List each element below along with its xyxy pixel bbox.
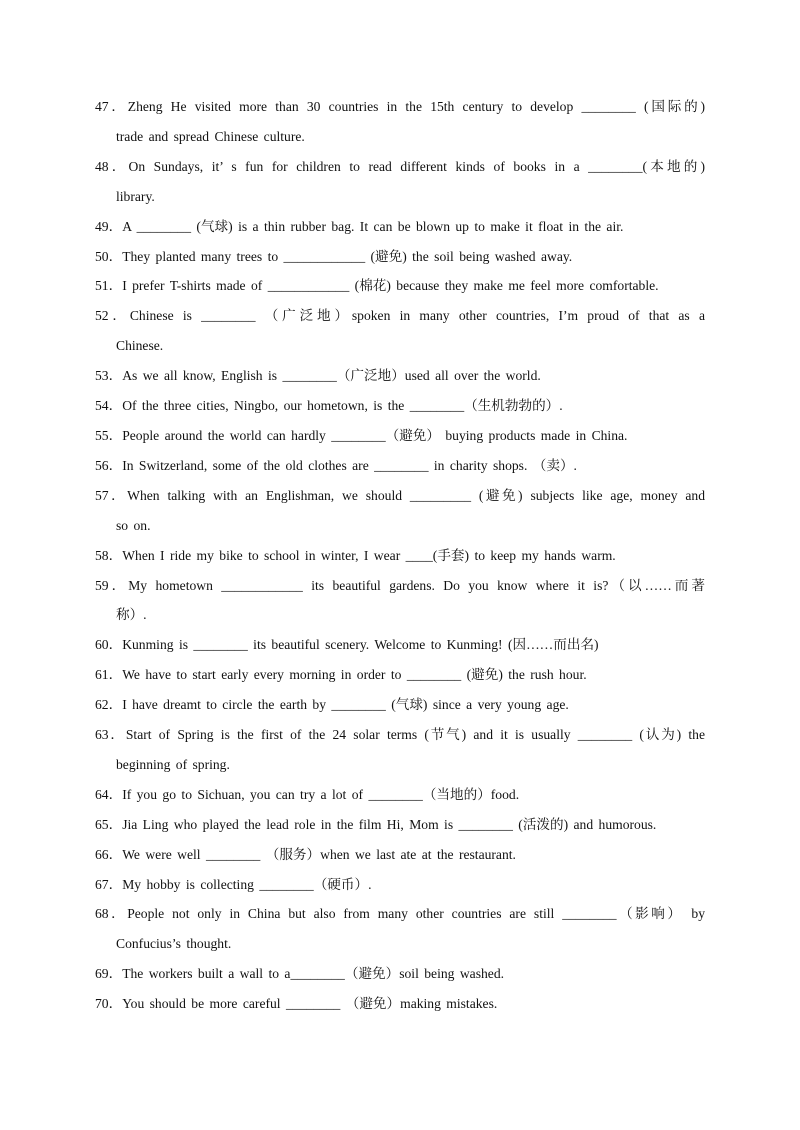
question-sentence: People not only in China but also from many other countries are still ________（影响） by bbox=[127, 906, 705, 922]
question-sentence: Start of Spring is the first of the 24 solar terms (节气) and it is usually ________ (认为) the bbox=[125, 727, 705, 743]
question-item bbox=[95, 630, 705, 660]
question-sentence: On Sundays, it’ s fun for children to read different kinds of books in a ________(本地的) bbox=[128, 158, 705, 174]
question-number: 54． bbox=[95, 398, 123, 414]
question-number: 52． bbox=[95, 308, 130, 324]
question-item bbox=[95, 541, 705, 571]
question-text bbox=[95, 219, 623, 234]
question-sentence: When I ride my bike to school in winter, I wear ____(手套) to keep my hands warm. bbox=[122, 547, 616, 563]
question-text bbox=[95, 817, 656, 832]
question-item bbox=[95, 720, 705, 780]
question-number: 63． bbox=[95, 727, 126, 743]
question-number: 53． bbox=[95, 368, 123, 384]
question-continuation: library. bbox=[116, 188, 155, 204]
question-text bbox=[95, 428, 627, 443]
question-text bbox=[95, 398, 563, 413]
question-sentence: When talking with an Englishman, we should _________ (避免) subjects like age, money and bbox=[127, 487, 705, 503]
question-sentence: Jia Ling who played the lead role in the film Hi, Mom is ________ (活泼的) and humorous. bbox=[122, 816, 657, 832]
question-text bbox=[95, 368, 541, 383]
question-number: 67． bbox=[95, 876, 123, 892]
question-continuation: 称）. bbox=[116, 607, 147, 623]
question-number: 50． bbox=[95, 248, 123, 264]
question-item bbox=[95, 271, 705, 301]
question-text bbox=[95, 99, 705, 114]
question-item bbox=[95, 391, 705, 421]
question-number: 65． bbox=[95, 816, 123, 832]
question-text bbox=[95, 308, 705, 323]
question-item bbox=[95, 690, 705, 720]
question-text bbox=[95, 667, 587, 682]
question-sentence: The workers built a wall to a________（避免）soil being washed. bbox=[122, 966, 505, 982]
question-continuation: so on. bbox=[116, 517, 151, 533]
question-number: 61． bbox=[95, 667, 123, 683]
question-sentence: Of the three cities, Ningbo, our hometown, is the ________（生机勃勃的）. bbox=[122, 398, 563, 414]
question-item bbox=[95, 421, 705, 451]
question-text bbox=[95, 488, 705, 503]
question-text bbox=[95, 697, 569, 712]
question-item bbox=[95, 481, 705, 541]
question-list bbox=[95, 92, 705, 1019]
question-text bbox=[95, 906, 705, 921]
question-number: 70． bbox=[95, 996, 123, 1012]
question-sentence: My hobby is collecting ________（硬币）. bbox=[122, 876, 372, 892]
question-sentence: As we all know, English is ________（广泛地）used all over the world. bbox=[122, 368, 541, 384]
question-sentence: In Switzerland, some of the old clothes are ________ in charity shops. （卖）. bbox=[122, 457, 577, 473]
question-text bbox=[95, 458, 577, 473]
question-text bbox=[95, 877, 371, 892]
question-item bbox=[95, 212, 705, 242]
question-number: 48． bbox=[95, 158, 129, 174]
question-text bbox=[95, 996, 497, 1011]
question-continuation: Confucius’s thought. bbox=[116, 936, 232, 952]
question-item bbox=[95, 840, 705, 870]
question-sentence: Zheng He visited more than 30 countries in the 15th century to develop ________ (国际的) bbox=[127, 99, 705, 114]
question-text bbox=[95, 637, 599, 652]
question-text bbox=[95, 249, 572, 264]
question-number: 59． bbox=[95, 577, 129, 593]
question-item bbox=[95, 959, 705, 989]
question-item bbox=[95, 301, 705, 361]
question-text bbox=[95, 548, 616, 563]
question-item bbox=[95, 660, 705, 690]
question-item bbox=[95, 810, 705, 840]
question-sentence: I have dreamt to circle the earth by ________ (气球) since a very young age. bbox=[122, 697, 569, 713]
question-number: 64． bbox=[95, 786, 123, 802]
question-number: 56． bbox=[95, 457, 123, 473]
question-number: 58． bbox=[95, 547, 123, 563]
question-sentence: If you go to Sichuan, you can try a lot of ________（当地的）food. bbox=[122, 786, 520, 802]
question-continuation: beginning of spring. bbox=[116, 756, 230, 772]
question-text bbox=[95, 278, 659, 293]
question-sentence: Chinese is ________ （广泛地）spoken in many other countries, I’m proud of that as a bbox=[129, 308, 705, 324]
question-number: 62． bbox=[95, 697, 123, 713]
question-number: 49． bbox=[95, 218, 123, 234]
question-item bbox=[95, 899, 705, 959]
question-text bbox=[95, 578, 705, 593]
question-text bbox=[95, 787, 519, 802]
question-number: 57． bbox=[95, 487, 128, 503]
question-sentence: You should be more careful ________ （避免）making mistakes. bbox=[122, 996, 498, 1012]
question-sentence: People around the world can hardly ________（避免） buying products made in China. bbox=[122, 427, 628, 443]
question-sentence: I prefer T-shirts made of ____________ (棉花) because they make me feel more comfortable. bbox=[122, 278, 659, 294]
question-item bbox=[95, 451, 705, 481]
question-continuation: Chinese. bbox=[116, 338, 164, 354]
question-text bbox=[95, 727, 705, 742]
question-number: 68． bbox=[95, 906, 128, 922]
question-text bbox=[95, 159, 705, 174]
question-sentence: Kunming is ________ its beautiful scenery. Welcome to Kunming! (因……而出名) bbox=[122, 637, 599, 653]
question-sentence: We have to start early every morning in order to ________ (避免) the rush hour. bbox=[122, 667, 587, 683]
question-sentence: A ________ (气球) is a thin rubber bag. It can be blown up to make it float in the air. bbox=[122, 218, 624, 234]
question-item bbox=[95, 361, 705, 391]
question-item bbox=[95, 242, 705, 272]
question-sentence: They planted many trees to ____________ (避免) the soil being washed away. bbox=[122, 248, 573, 264]
question-item bbox=[95, 92, 705, 152]
question-number: 51． bbox=[95, 278, 123, 294]
question-continuation: trade and spread Chinese culture. bbox=[116, 128, 305, 144]
question-text bbox=[95, 847, 516, 862]
question-number: 60． bbox=[95, 637, 123, 653]
question-item bbox=[95, 780, 705, 810]
question-sentence: We were well ________ （服务）when we last ate at the restaurant. bbox=[122, 846, 516, 862]
question-item bbox=[95, 571, 705, 631]
question-number: 55． bbox=[95, 427, 123, 443]
question-number: 66． bbox=[95, 846, 123, 862]
question-number: 69． bbox=[95, 966, 123, 982]
question-item bbox=[95, 152, 705, 212]
question-item bbox=[95, 989, 705, 1019]
question-text bbox=[95, 966, 504, 981]
question-number: 47． bbox=[95, 99, 128, 114]
question-item bbox=[95, 870, 705, 900]
question-sentence: My hometown ____________ its beautiful gardens. Do you know where it is?（以……而著 bbox=[128, 577, 705, 593]
